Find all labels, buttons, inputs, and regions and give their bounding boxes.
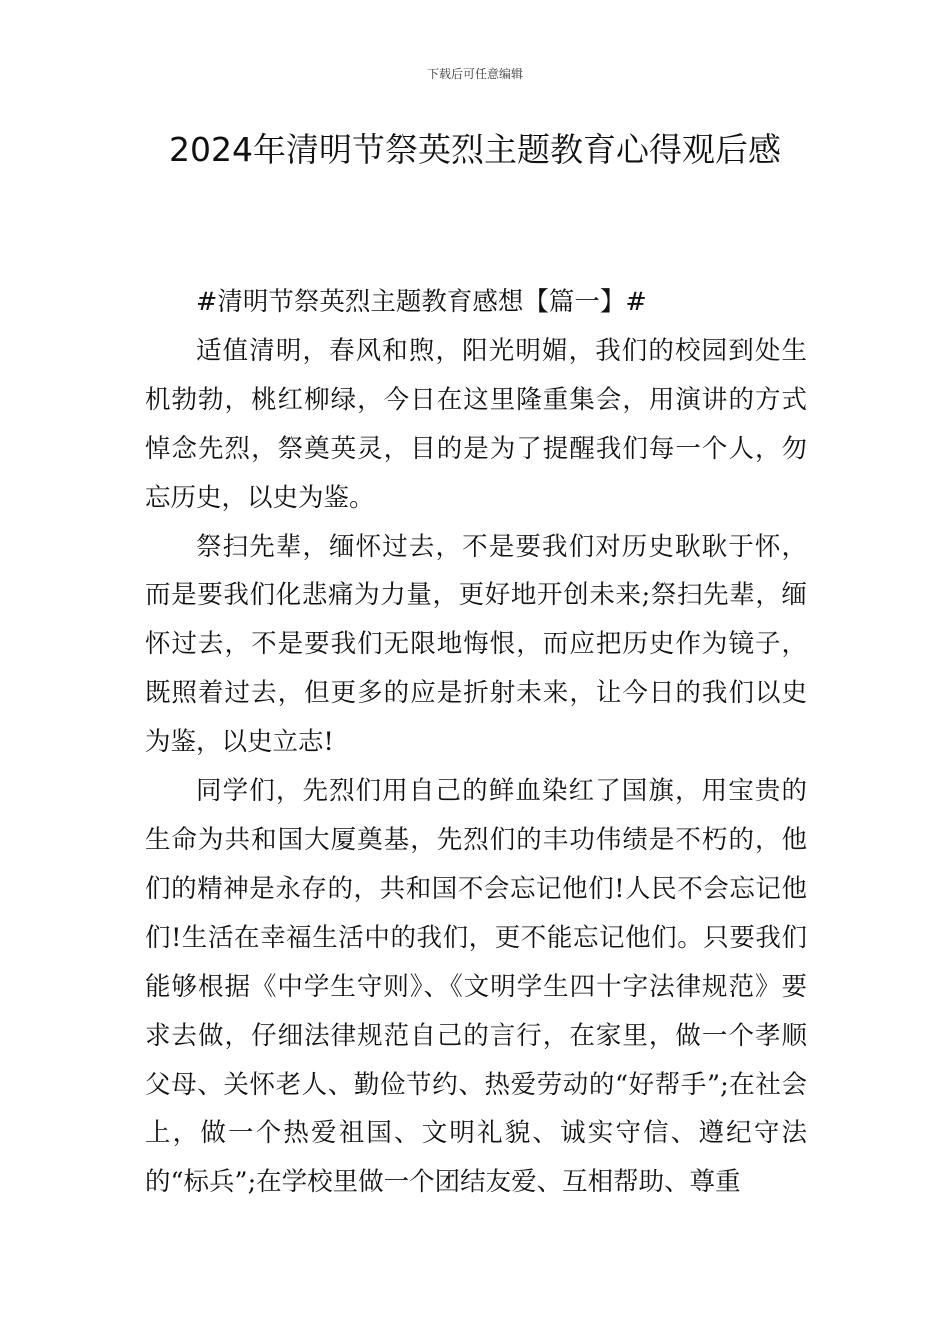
body-paragraph: 同学们，先烈们用自己的鲜血染红了国旗，用宝贵的生命为共和国大厦奠基，先烈们的丰功伟绩是不朽的，他们的精神是永存的，共和国不会忘记他们!人民不会忘记他们!生活在幸福生活中的我们，更不能忘记他们。只要我们能够根据《中学生守则》、《文明学生四十字法律规范》要求去做，仔细法律规范自己的言行，在家里，做一个孝顺父母、关怀老人、勤俭节约、热爱劳动的“好帮手”;在社会上，做一个热爱祖国、文明礼貌、诚实守信、遵纪守法的“标兵”;在学校里做一个团结友爱、互相帮助、尊重 — [145, 776, 807, 1198]
document-body — [145, 278, 807, 1207]
header-note: 下载后可任意编辑 — [426, 67, 523, 81]
body-paragraph: 祭扫先辈，缅怀过去，不是要我们对历史耿耿于怀，而是要我们化悲痛为力量，更好地开创未来;祭扫先辈，缅怀过去，不是要我们无限地悔恨，而应把历史作为镜子，既照着过去，但更多的应是折射未来，让今日的我们以史为鉴，以史立志! — [145, 531, 807, 758]
section-heading: #清明节祭英烈主题教育感想【篇一】# — [196, 287, 647, 317]
body-paragraph: 适值清明，春风和煦，阳光明媚，我们的校园到处生机勃勃，桃红柳绿，今日在这里隆重集会，用演讲的方式悼念先烈，祭奠英灵，目的是为了提醒我们每一个人，勿忘历史，以史为鉴。 — [145, 335, 807, 513]
document-title: 2024年清明节祭英烈主题教育心得观后感 — [169, 130, 781, 169]
